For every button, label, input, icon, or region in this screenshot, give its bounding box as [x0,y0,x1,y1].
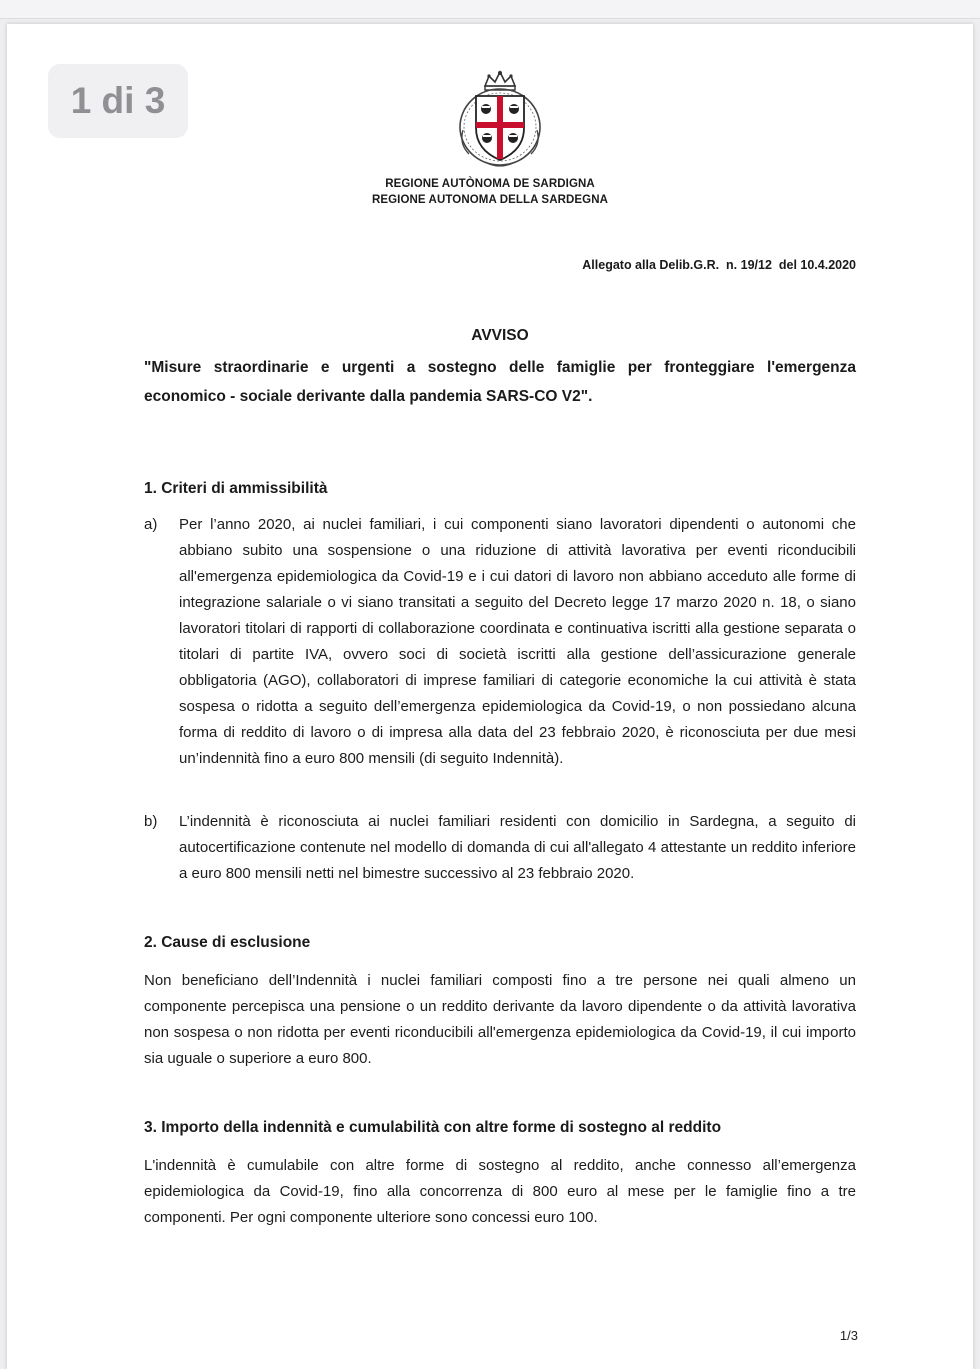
list-item-text: Per l’anno 2020, ai nuclei familiari, i cui componenti siano lavoratori dipendenti o autonomi che abbiano subito una sospensione o una riduzione di attività lavorativa per eventi riconducibili all'emergenza epidemiologica da Covid-19 e i cui datori di lavoro non abbiano acceduto alle forme di integrazione salariale o vi siano transitati a seguito del Decreto legge 17 marzo 2020 n. 18, o siano lavoratori titolari di rapporti di collaborazione coordinata e continuativa iscritti alla gestione separata o titolari di partite IVA, ovvero soci di società iscritti alla gestione dell’assicurazione generale obbligatoria (AGO), collaboratori di imprese familiari di categorie economiche la cui attività è stata sospesa o ridotta a seguito dell’emergenza epidemiologica da Covid-19, o non possiedano alcuna forma di reddito di lavoro o di impresa alla data del 23 febbraio 2020, è riconosciuta per due mesi un’indennità fino a euro 800 mensili (di seguito Indennità). [179,516,856,767]
page-number: 1/3 [839,1328,858,1343]
list-item-marker: a) [144,516,158,533]
deliberation-reference: Allegato alla Delib.G.R. n. 19/12 del 10.4.2020 [582,258,856,272]
section-paragraph-2: Non beneficiano dell’Indennità i nuclei familiari composti fino a tre persone nei quali almeno un componente percepisca una pensione o un reddito derivante da lavoro dipendente o da attività lavorativa non sospesa o non ridotta per eventi riconducibili all'emergenza epidemiologica da Covid-19, il cui importo sia uguale o superiore a euro 800. [144,972,856,1067]
region-name-italian: REGIONE AUTONOMA DELLA SARDEGNA [371,194,609,206]
region-name-sardinian: REGIONE AUTÒNOMA DE SARDIGNA [385,178,595,190]
list-item-marker: b) [144,813,158,830]
page-indicator: 1 di 3 [48,64,188,138]
section-heading-1: 1. Criteri di ammissibilità [144,480,328,497]
document-subject: "Misure straordinarie e urgenti a sostegno delle famiglie per fronteggiare l'emergenza economico - sociale derivante dalla pandemia SARS-CO V2". [144,359,856,405]
document-title: AVVISO [471,327,529,344]
section-heading-3: 3. Importo della indennità e cumulabilità con altre forme di sostegno al reddito [144,1119,722,1136]
sardinia-coat-of-arms-icon [455,70,545,170]
viewer-top-bar [0,0,980,19]
list-item-text: L’indennità è riconosciuta ai nuclei familiari residenti con domicilio in Sardegna, a seguito di autocertificazione contenute nel modello di domanda di cui all'allegato 4 attestante un reddito inferiore a euro 800 mensili netti nel bimestre successivo al 23 febbraio 2020. [179,813,856,882]
section-paragraph-3: L'indennità è cumulabile con altre forme di sostegno al reddito, anche connesso all’emergenza epidemiologica da Covid-19, fino alla concorrenza di 800 euro al mese per le famiglie fino a tre componenti. Per ogni componente ulteriore sono concessi euro 100. [144,1157,856,1226]
section-heading-2: 2. Cause di esclusione [144,934,311,951]
